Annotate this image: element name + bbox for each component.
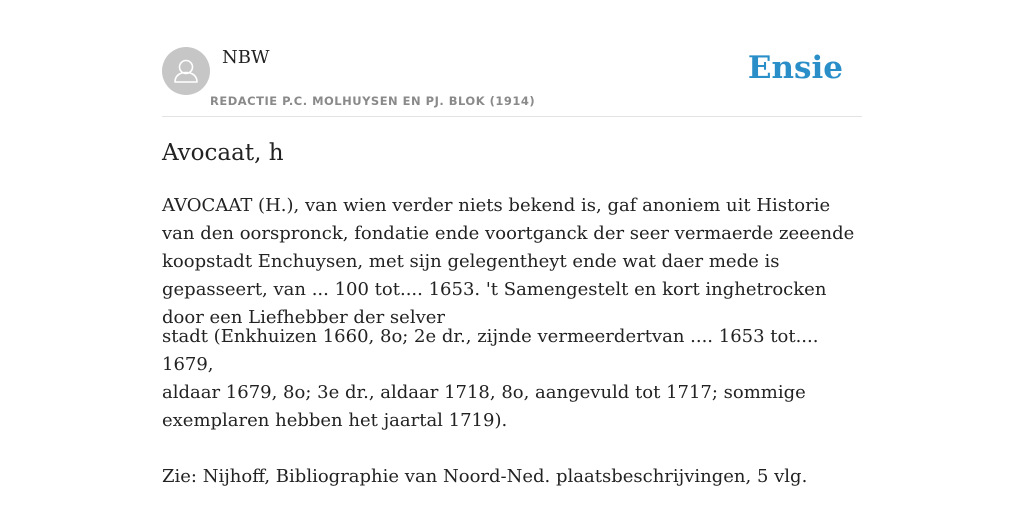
user-icon <box>162 47 210 95</box>
author-name[interactable]: NBW <box>222 47 270 68</box>
article-paragraph: AVOCAAT (H.), van wien verder niets bekend is, gaf anoniem uit Historie van den oorspronck, fondatie ende voortganck der seer vermaerde zeeende koopstadt Enchuysen, met sijn gelegentheyt ende wat daer mede is gepasseert, van ... 100 tot.... 1653. 't Samengestelt en kort inghetrocken door een Liefhebber der selver <box>162 195 855 328</box>
article-paragraph: stadt (Enkhuizen 1660, 8o; 2e dr., zijnde vermeerdertvan .... 1653 tot.... 1679, <box>162 326 819 375</box>
author-avatar[interactable] <box>162 47 210 95</box>
article-title: Avocaat, h <box>162 140 284 166</box>
article-reference: Zie: Nijhoff, Bibliographie van Noord-Ned. plaatsbeschrijvingen, 5 vlg. <box>162 466 808 487</box>
ensie-logo[interactable]: Ensie <box>747 50 843 86</box>
article-header <box>162 0 862 117</box>
editor-credit: REDACTIE P.C. MOLHUYSEN EN PJ. BLOK (1914) <box>210 94 536 108</box>
article-paragraph: aldaar 1679, 8o; 3e dr., aldaar 1718, 8o, aangevuld tot 1717; sommige exemplaren hebben het jaartal 1719). <box>162 382 806 431</box>
